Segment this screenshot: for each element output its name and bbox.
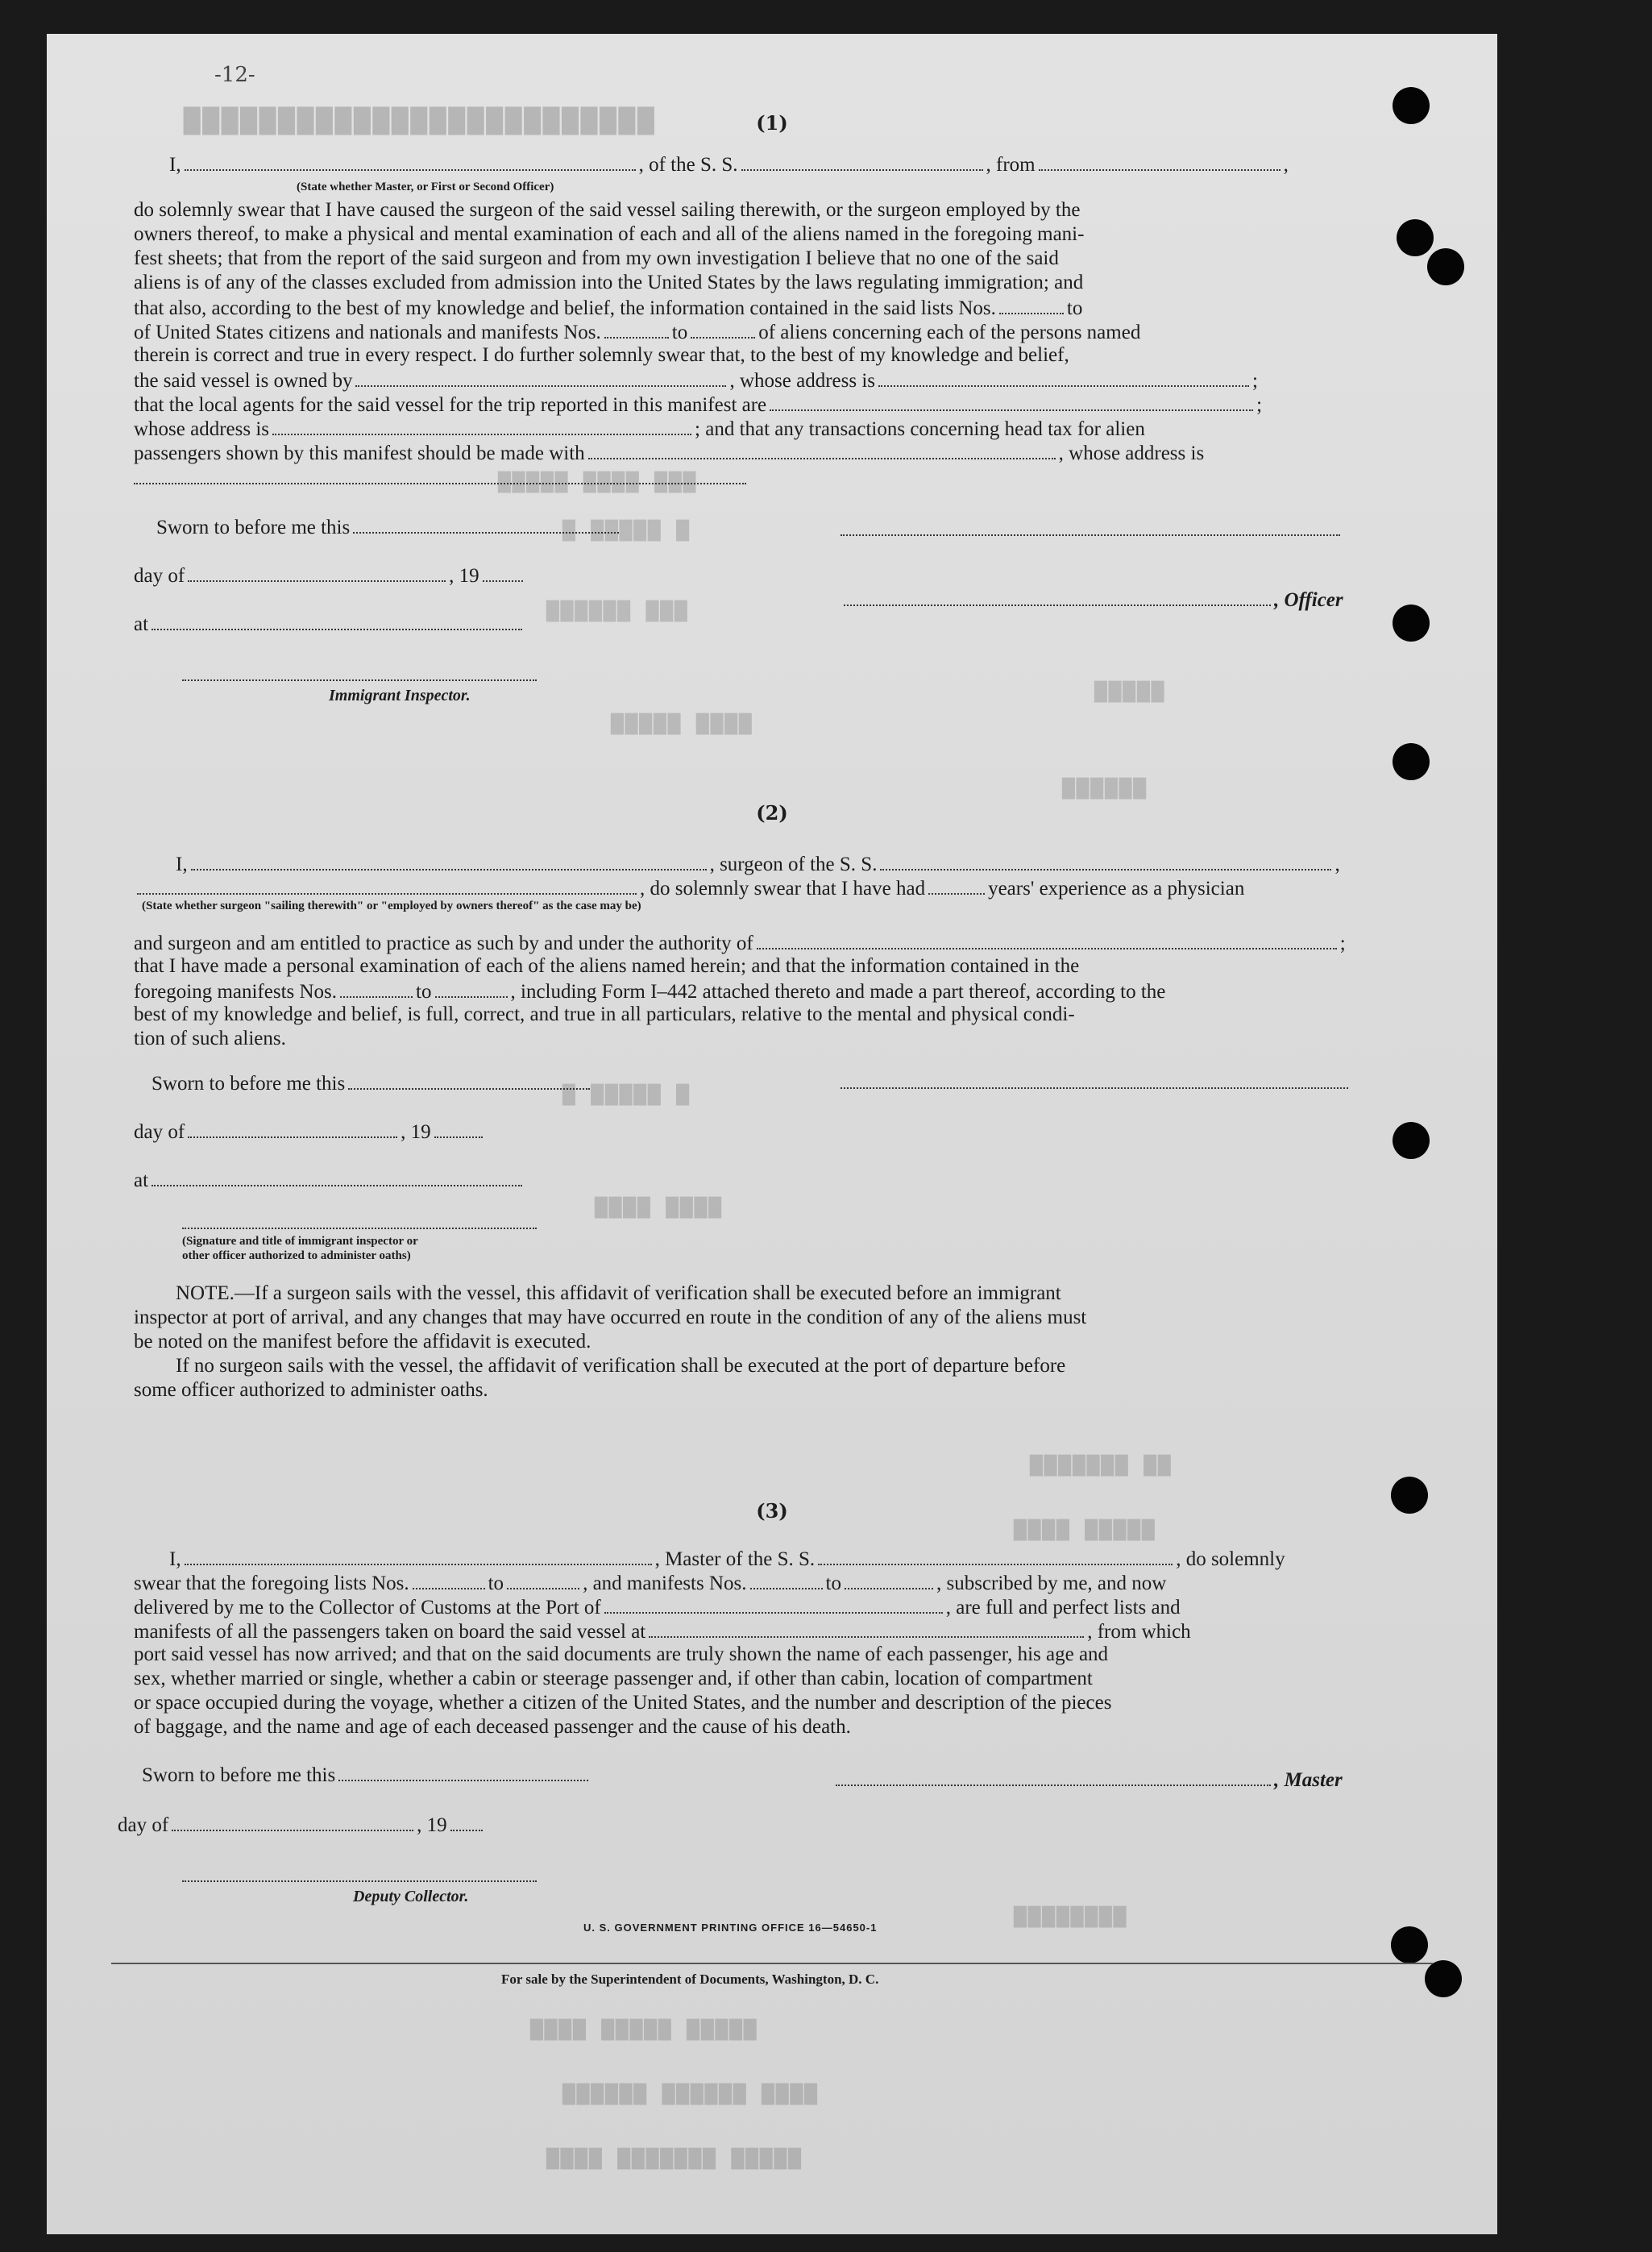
paragraph-line: do solemnly swear that I have caused the surgeon of the said vessel sailing therewith, or the surgeon employed by the — [134, 199, 1081, 221]
printing-office-imprint: U. S. GOVERNMENT PRINTING OFFICE 16—54650-1 — [583, 1922, 878, 1934]
signature-line — [841, 1087, 1348, 1089]
form-line: swear that the foregoing lists Nos. to , and manifests Nos. to , subscribed by me, and now — [134, 1570, 1166, 1596]
note-line: If no surgeon sails with the vessel, the affidavit of verification shall be executed at the port of departure before — [176, 1355, 1066, 1377]
officer-signature: , Officer — [841, 587, 1343, 613]
bleed-through-text: ▇▇▇▇ ▇▇▇▇▇▇▇ ▇▇▇▇▇ — [546, 2146, 803, 2170]
paragraph-line: therein is correct and true in every respect. I do further solemnly swear that, to the best of my knowledge and belief, — [134, 344, 1069, 366]
paragraph-line: whose address is ; and that any transactions concerning head tax for alien — [134, 416, 1145, 442]
note-line: inspector at port of arrival, and any changes that may have occurred en route in the condition of any of the aliens must — [134, 1307, 1087, 1328]
bleed-through-text: ▇▇▇▇▇ ▇▇▇▇ ▇▇▇ — [498, 469, 698, 493]
binder-hole — [1397, 219, 1434, 256]
signature-note: (Signature and title of immigrant inspector or — [182, 1235, 418, 1248]
form-line: I, , Master of the S. S. , do solemnly — [169, 1546, 1285, 1572]
paragraph-line: sex, whether married or single, whether a cabin or steerage passenger and, if other than cabin, location of compartment — [134, 1668, 1093, 1689]
paragraph-line: that I have made a personal examination of each of the aliens named herein; and that the information contained in the — [134, 955, 1080, 977]
bleed-through-text: ▇▇▇▇ ▇▇▇▇ — [595, 1195, 723, 1219]
section-heading: (3) — [756, 1499, 788, 1523]
binder-hole — [1427, 248, 1464, 285]
note-line: some officer authorized to administer oaths. — [134, 1379, 488, 1401]
inspector-label: Immigrant Inspector. — [329, 687, 471, 704]
day-of-label: day of , 19 — [134, 1119, 486, 1145]
bleed-through-text: ▇▇▇▇▇ — [1094, 679, 1166, 703]
bleed-through-text: ▇▇▇▇▇▇▇ ▇▇ — [1030, 1452, 1173, 1477]
for-sale-notice: For sale by the Superintendent of Documents, Washington, D. C. — [501, 1972, 879, 1987]
paragraph-line: or space occupied during the voyage, whether a citizen of the United States, and the number and description of the pieces — [134, 1692, 1112, 1714]
sworn-label: Sworn to before me this — [156, 514, 622, 540]
note-line: NOTE.—If a surgeon sails with the vessel, this affidavit of verification shall be executed before an immigrant — [176, 1282, 1061, 1304]
paragraph-line: foregoing manifests Nos. to , including Form I–442 attached thereto and made a part thereof, according to the — [134, 978, 1165, 1004]
at-label: at — [134, 1167, 525, 1193]
signature-line — [841, 534, 1340, 536]
paragraph-line: passengers shown by this manifest should be made with , whose address is — [134, 440, 1204, 466]
continuation-line — [134, 482, 746, 484]
paragraph-line: tion of such aliens. — [134, 1028, 286, 1049]
master-signature: , Master — [832, 1767, 1343, 1793]
paragraph-line: the said vessel is owned by , whose address is ; — [134, 368, 1258, 393]
page-number: -12- — [214, 63, 255, 87]
paragraph-line: that the local agents for the said vessel for the trip reported in this manifest are ; — [134, 392, 1262, 418]
day-of-label: day of , 19 — [118, 1812, 486, 1838]
binder-hole — [1393, 1122, 1430, 1159]
form-line: I, , surgeon of the S. S. , — [176, 851, 1340, 877]
bleed-through-text: ▇▇▇▇▇▇ ▇▇▇ — [546, 598, 689, 622]
binder-hole — [1391, 1926, 1428, 1963]
paragraph-line: aliens is of any of the classes excluded from admission into the United States by the laws regulating immigration; and — [134, 272, 1084, 293]
sworn-label: Sworn to before me this — [142, 1762, 591, 1788]
bleed-through-text: ▇▇▇▇ ▇▇▇▇▇ ▇▇▇▇▇ — [530, 2017, 758, 2041]
bleed-through-text: ▇▇▇▇▇▇ ▇▇▇▇▇▇ ▇▇▇▇ — [562, 2081, 819, 2105]
paragraph-line: that also, according to the best of my knowledge and belief, the information contained in the said lists Nos. to — [134, 295, 1082, 321]
section-heading: (1) — [756, 111, 788, 135]
signature-line — [182, 1227, 537, 1229]
signature-line — [182, 1880, 537, 1882]
form-line: manifests of all the passengers taken on board the said vessel at , from which — [134, 1618, 1191, 1644]
paragraph-line: and surgeon and am entitled to practice as such by and under the authority of ; — [134, 930, 1346, 956]
paragraph-line: best of my knowledge and belief, is full, correct, and true in all particulars, relative to the mental and physical condi- — [134, 1003, 1075, 1025]
bleed-through-text: ▇ ▇▇▇▇▇ ▇ — [562, 517, 691, 542]
note-line: be noted on the manifest before the affidavit is executed. — [134, 1331, 591, 1352]
paragraph-line: owners thereof, to make a physical and mental examination of each and all of the aliens named in the foregoing mani- — [134, 223, 1085, 245]
bleed-through-text: ▇▇▇▇▇▇▇▇▇▇▇▇▇▇▇▇▇▇▇▇▇▇▇▇▇ — [184, 103, 657, 135]
field-note: (State whether surgeon "sailing therewith" or "employed by owners thereof" as the case may be) — [142, 900, 641, 912]
form-line: I, , of the S. S. , from , — [169, 152, 1289, 177]
paragraph-line: of baggage, and the name and age of each deceased passenger and the cause of his death. — [134, 1716, 851, 1738]
bleed-through-text: ▇▇▇▇ ▇▇▇▇▇ — [1014, 1517, 1156, 1541]
binder-hole — [1393, 743, 1430, 780]
at-label: at — [134, 611, 525, 637]
bleed-through-text: ▇▇▇▇▇ ▇▇▇▇ — [611, 711, 753, 735]
binder-hole — [1425, 1960, 1462, 1997]
sworn-label: Sworn to before me this — [152, 1070, 593, 1096]
paragraph-line: fest sheets; that from the report of the said surgeon and from my own investigation I believe that no one of the said — [134, 247, 1059, 269]
paragraph-line: port said vessel has now arrived; and that on the said documents are truly shown the name of each passenger, his age and — [134, 1643, 1109, 1665]
paragraph-line: of United States citizens and nationals and manifests Nos. to of aliens concerning each of the persons named — [134, 319, 1140, 345]
day-of-label: day of , 19 — [134, 563, 526, 588]
bleed-through-text: ▇ ▇▇▇▇▇ ▇ — [562, 1082, 691, 1106]
footer-rule — [111, 1962, 1433, 1964]
bleed-through-text: ▇▇▇▇▇▇▇▇ — [1014, 1904, 1128, 1928]
signature-line — [182, 679, 537, 681]
collector-label: Deputy Collector. — [353, 1888, 469, 1905]
signature-note: other officer authorized to administer oaths) — [182, 1249, 411, 1262]
bleed-through-text: ▇▇▇▇▇▇ — [1062, 775, 1148, 800]
manifest-page — [47, 34, 1497, 2234]
field-note: (State whether Master, or First or Second Officer) — [297, 181, 554, 193]
binder-hole — [1393, 605, 1430, 642]
form-line: , do solemnly swear that I have had years' experience as a physician — [134, 875, 1244, 901]
section-heading: (2) — [756, 801, 788, 825]
form-line: delivered by me to the Collector of Customs at the Port of , are full and perfect lists and — [134, 1594, 1181, 1620]
